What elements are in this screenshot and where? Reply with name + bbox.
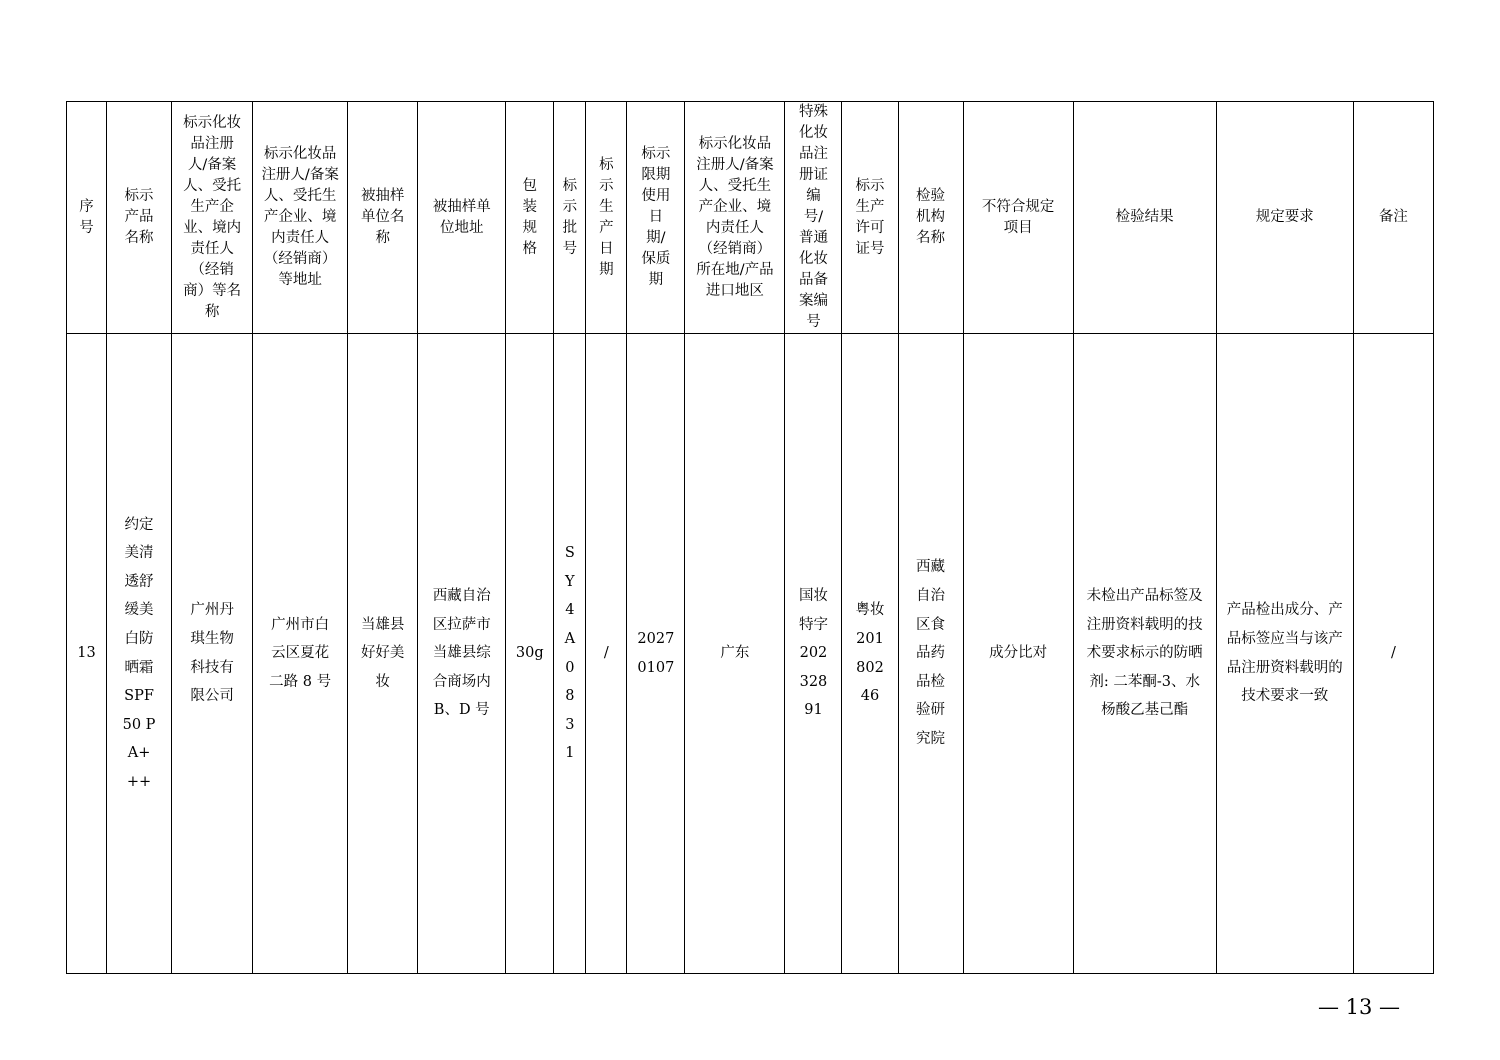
header-test-result: 检验结果 [1073,102,1216,334]
header-nonconforming-item: 不符合规定项目 [963,102,1073,334]
cell-registration-number: 国妆特字20232891 [785,334,842,974]
header-product-name: 标示产品名称 [107,102,172,334]
header-registration-number: 特殊化妆品注册证编号/普通化妆品备案编号 [785,102,842,334]
header-production-license: 标示生产许可证号 [842,102,898,334]
cell-region: 广东 [685,334,785,974]
header-registrant-address: 标示化妆品注册人/备案人、受托生产企业、境内责任人（经销商）等地址 [253,102,348,334]
header-expiry: 标示限期使用日期/保质期 [627,102,685,334]
table-row [67,334,1434,974]
header-production-date: 标示生产日期 [586,102,627,334]
header-inspection-agency: 检验机构名称 [898,102,963,334]
cell-nonconforming-item: 成分比对 [963,334,1073,974]
cell-test-result: 未检出产品标签及注册资料载明的技术要求标示的防晒剂: 二苯酮-3、水杨酸乙基己酯 [1073,334,1216,974]
header-remarks: 备注 [1353,102,1433,334]
header-requirement: 规定要求 [1216,102,1353,334]
header-sampled-unit-name: 被抽样单位名称 [348,102,418,334]
header-batch-number: 标示批号 [554,102,586,334]
cell-sampled-unit-name: 当雄县好好美妆 [348,334,418,974]
cell-product-name: 约定美清透舒缓美白防晒霜SPF50 PA+++ [107,334,172,974]
cell-batch-number: SY4A0831 [554,334,586,974]
header-index: 序号 [67,102,107,334]
header-region: 标示化妆品注册人/备案人、受托生产企业、境内责任人（经销商）所在地/产品进口地区 [685,102,785,334]
cell-sampled-unit-address: 西藏自治区拉萨市当雄县综合商场内B、D 号 [418,334,506,974]
page-number: — 13 — [1317,995,1401,1019]
header-sampled-unit-address: 被抽样单位地址 [418,102,506,334]
cell-registrant-address: 广州市白云区夏花二路 8 号 [253,334,348,974]
cell-index: 13 [67,334,107,974]
cell-registrant-name: 广州丹琪生物科技有限公司 [172,334,253,974]
table-header-row [67,102,1434,334]
cell-production-license: 粤妆20180246 [842,334,898,974]
inspection-results-table [66,101,1434,974]
cell-remarks: / [1353,334,1433,974]
cell-package-spec: 30g [506,334,554,974]
cell-inspection-agency: 西藏自治区食品药品检验研究院 [898,334,963,974]
cell-requirement: 产品检出成分、产品标签应当与该产品注册资料载明的技术要求一致 [1216,334,1353,974]
cell-expiry: 20270107 [627,334,685,974]
header-package-spec: 包装规格 [506,102,554,334]
cell-production-date: / [586,334,627,974]
header-registrant-name: 标示化妆品注册人/备案人、受托生产企业、境内责任人（经销商）等名称 [172,102,253,334]
